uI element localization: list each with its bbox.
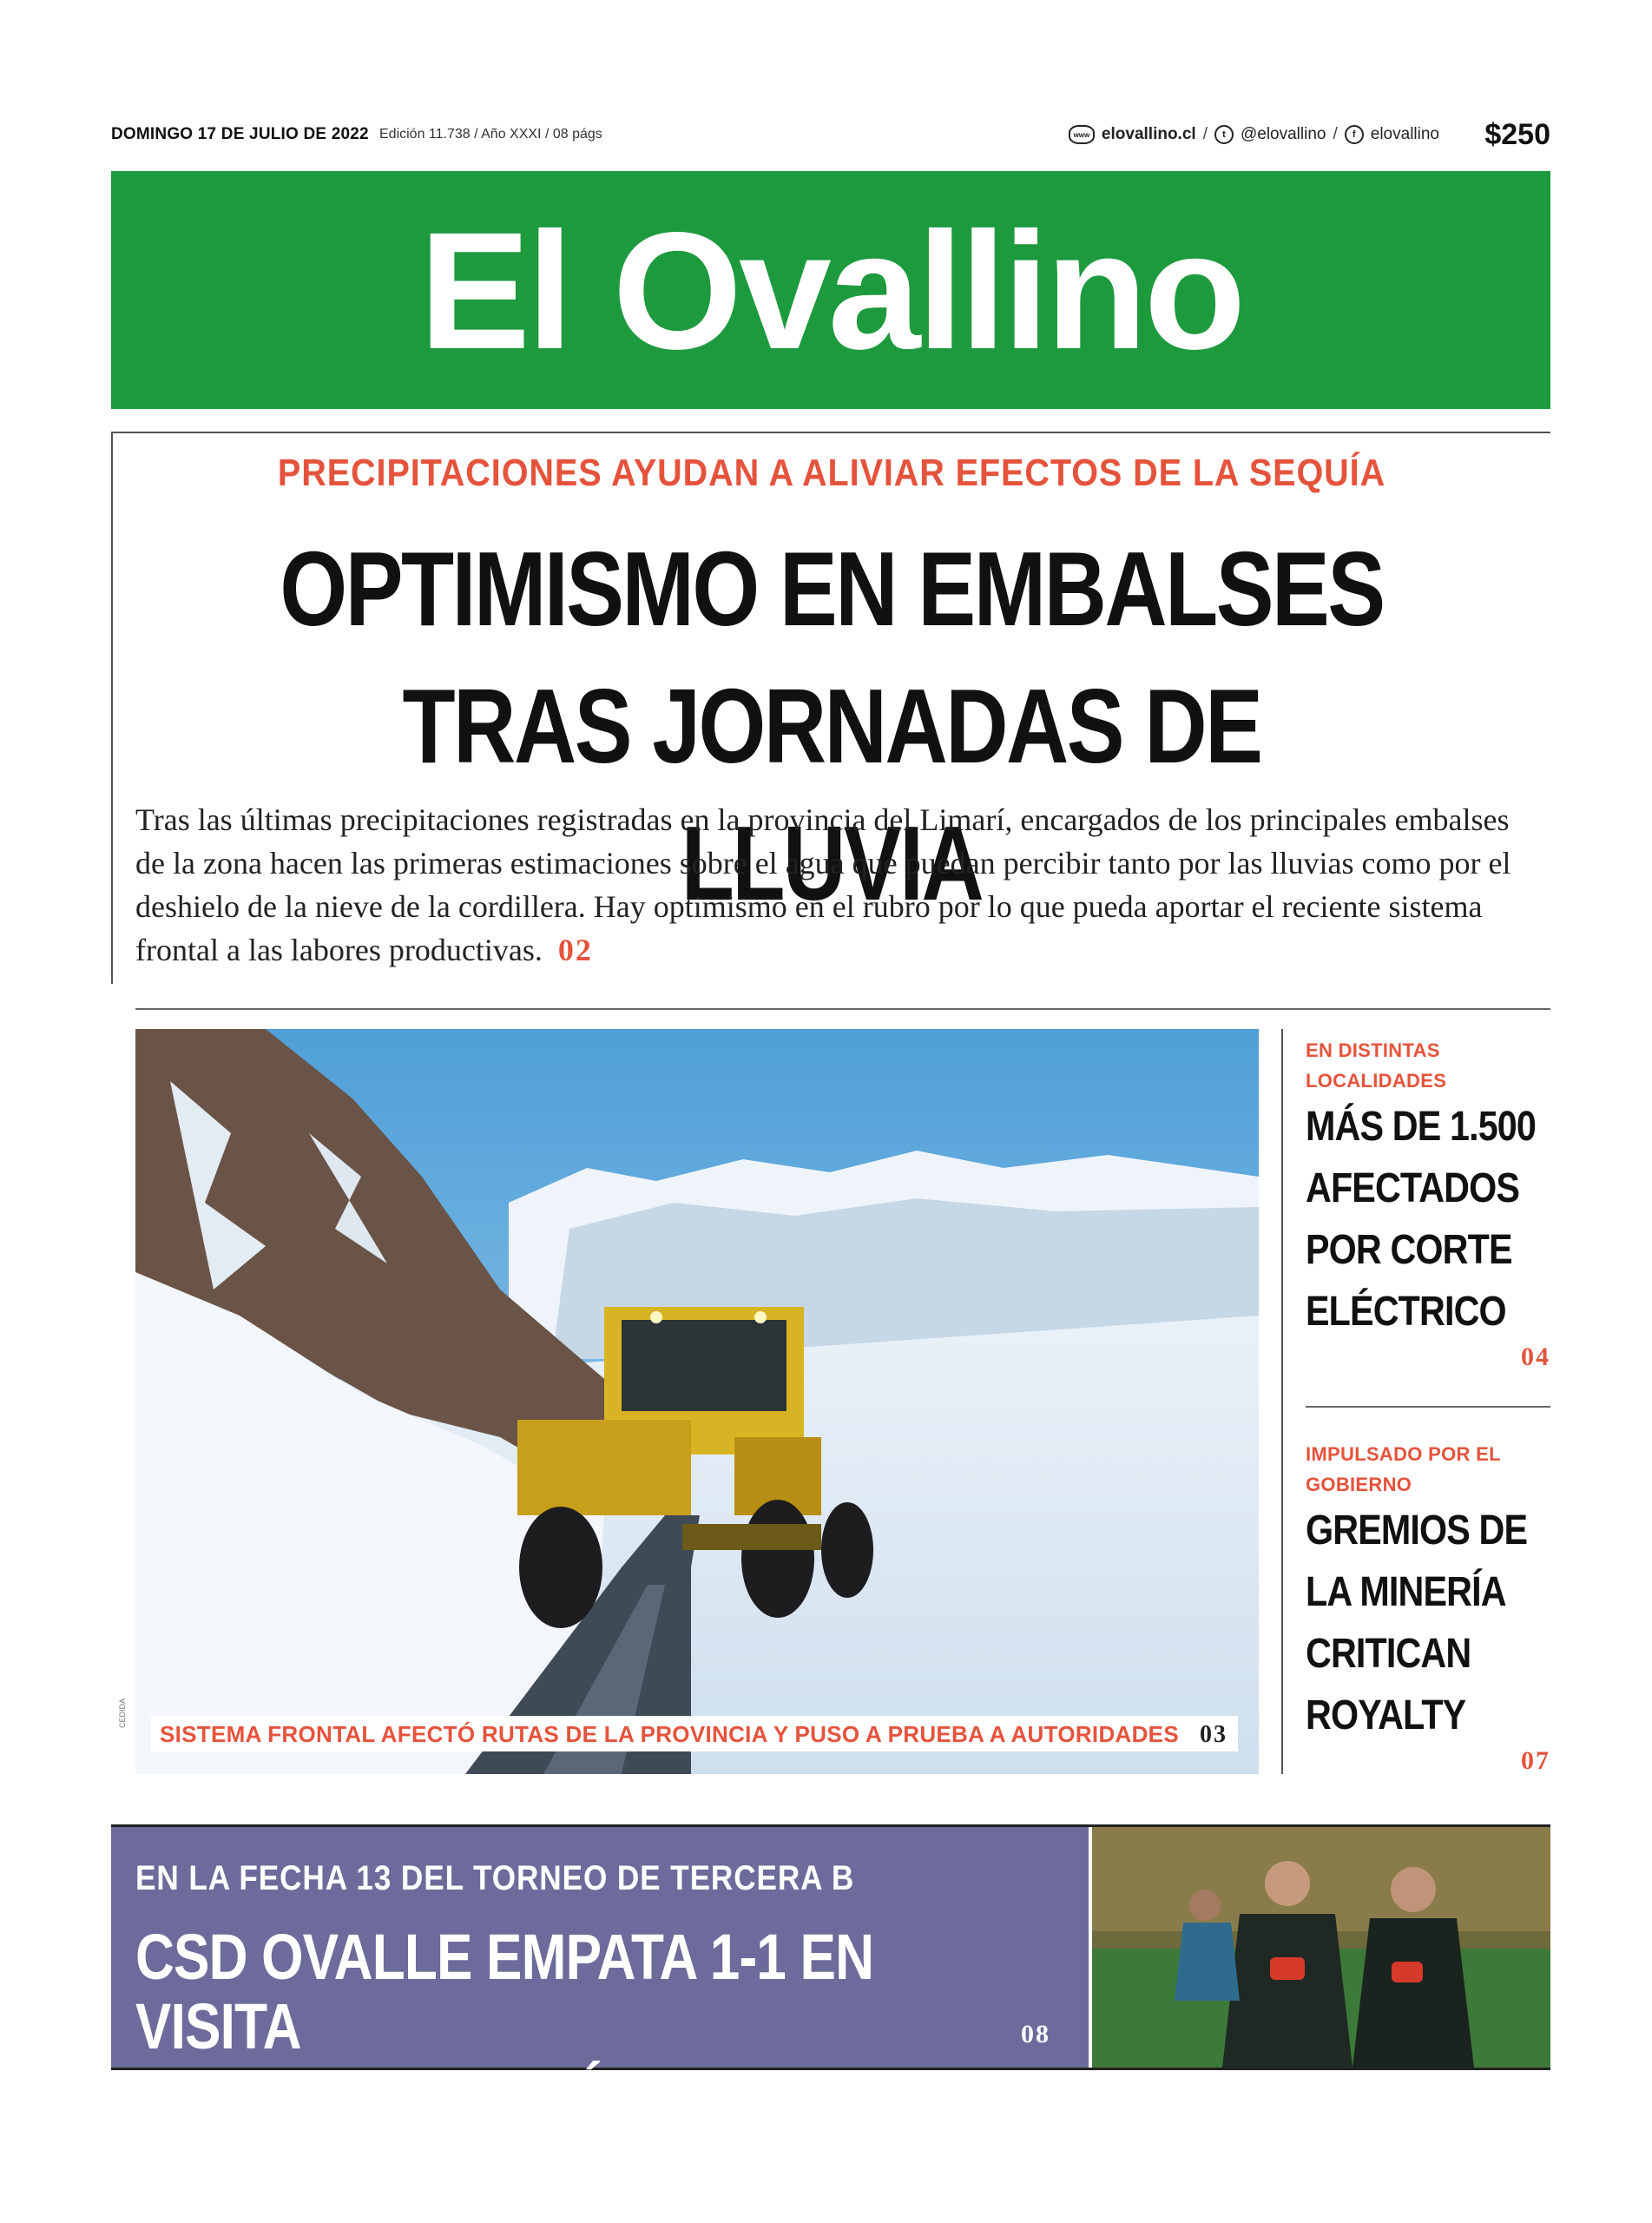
sports-headline: [135, 1923, 1010, 2131]
football-players-image: [1092, 1827, 1550, 2068]
side-story-1-headline: MÁS DE 1.500 AFECTADOS POR CORTE ELÉCTRICO: [1306, 1104, 1537, 1335]
side-story-2[interactable]: [1306, 1439, 1550, 1776]
sports-page-number: 08: [1021, 2020, 1050, 2048]
side-divider: [1306, 1406, 1550, 1408]
side-story-1-page: 04: [1521, 1342, 1550, 1371]
twitter-icon: t: [1214, 125, 1234, 144]
sports-headline-line-2: A ESCUELA DE FÚTBOL MACUL: [135, 2060, 958, 2132]
newspaper-logo: El Ovallino: [418, 197, 1243, 384]
photo-caption: [151, 1716, 1238, 1751]
cover-price: $250: [1484, 118, 1550, 151]
side-story-2-page: 07: [1521, 1746, 1550, 1775]
lead-story[interactable]: [111, 432, 1550, 984]
issue-date: DOMINGO 17 DE JULIO DE 2022: [111, 125, 369, 143]
photo-credit: CEDIDA: [118, 1698, 127, 1728]
sports-kicker: EN LA FECHA 13 DEL TORNEO DE TERCERA B: [135, 1859, 855, 1897]
lead-deck: [135, 798, 1526, 972]
lead-headline-line-1: OPTIMISMO EN EMBALSES: [280, 530, 1384, 648]
lead-deck-text: Tras las últimas precipitaciones registradas en la provincia del Limarí, encargados de los principales embalses de la zona hacen las primeras estimaciones sobre el agua que puedan percibir tanto por las lluvias como por el deshielo de la nieve de la cordillera. Hay optimismo en el rubro por lo que pueda aportar el reciente sistema frontal a las labores productivas.: [135, 802, 1511, 967]
social-links: www elovallino.cl / t @elovallino / f elovallino: [1069, 125, 1439, 144]
lead-kicker: PRECIPITACIONES AYUDAN A ALIVIAR EFECTOS DE LA SEQUÍA: [277, 452, 1386, 494]
photo-page-number: 03: [1199, 1721, 1227, 1748]
facebook-handle[interactable]: elovallino: [1370, 125, 1439, 143]
snow-road-grader-image: [135, 1029, 1259, 1774]
sports-story[interactable]: [111, 1824, 1550, 2132]
sports-headline-line-1: CSD OVALLE EMPATA 1-1 EN VISITA: [135, 1921, 874, 2062]
sports-photo[interactable]: [1092, 1827, 1550, 2068]
side-story-2-kicker: IMPULSADO POR EL GOBIERNO: [1306, 1443, 1501, 1495]
lead-headline-line-2: TRAS JORNADAS DE LLUVIA: [402, 667, 1261, 922]
top-info-bar: [111, 118, 1550, 153]
photo-caption-text: SISTEMA FRONTAL AFECTÓ RUTAS DE LA PROVINCIA Y PUSO A PRUEBA A AUTORIDADES: [160, 1721, 1179, 1747]
www-icon: www: [1069, 125, 1095, 144]
side-story-1[interactable]: [1306, 1035, 1550, 1372]
section-divider: [135, 1008, 1550, 1010]
website-link[interactable]: elovallino.cl: [1101, 125, 1196, 143]
main-photo[interactable]: [135, 1029, 1259, 1774]
facebook-icon: f: [1345, 125, 1364, 144]
side-story-2-headline: GREMIOS DE LA MINERÍA CRITICAN ROYALTY: [1306, 1507, 1528, 1738]
column-divider: [1281, 1029, 1283, 1774]
lead-page-number: 02: [557, 933, 593, 967]
twitter-handle[interactable]: @elovallino: [1240, 125, 1326, 143]
side-story-1-kicker: EN DISTINTAS LOCALIDADES: [1306, 1039, 1447, 1092]
masthead: [111, 171, 1550, 409]
sports-panel: [111, 1827, 1089, 2132]
edition-info: Edición 11.738 / Año XXXI / 08 págs: [379, 127, 602, 142]
